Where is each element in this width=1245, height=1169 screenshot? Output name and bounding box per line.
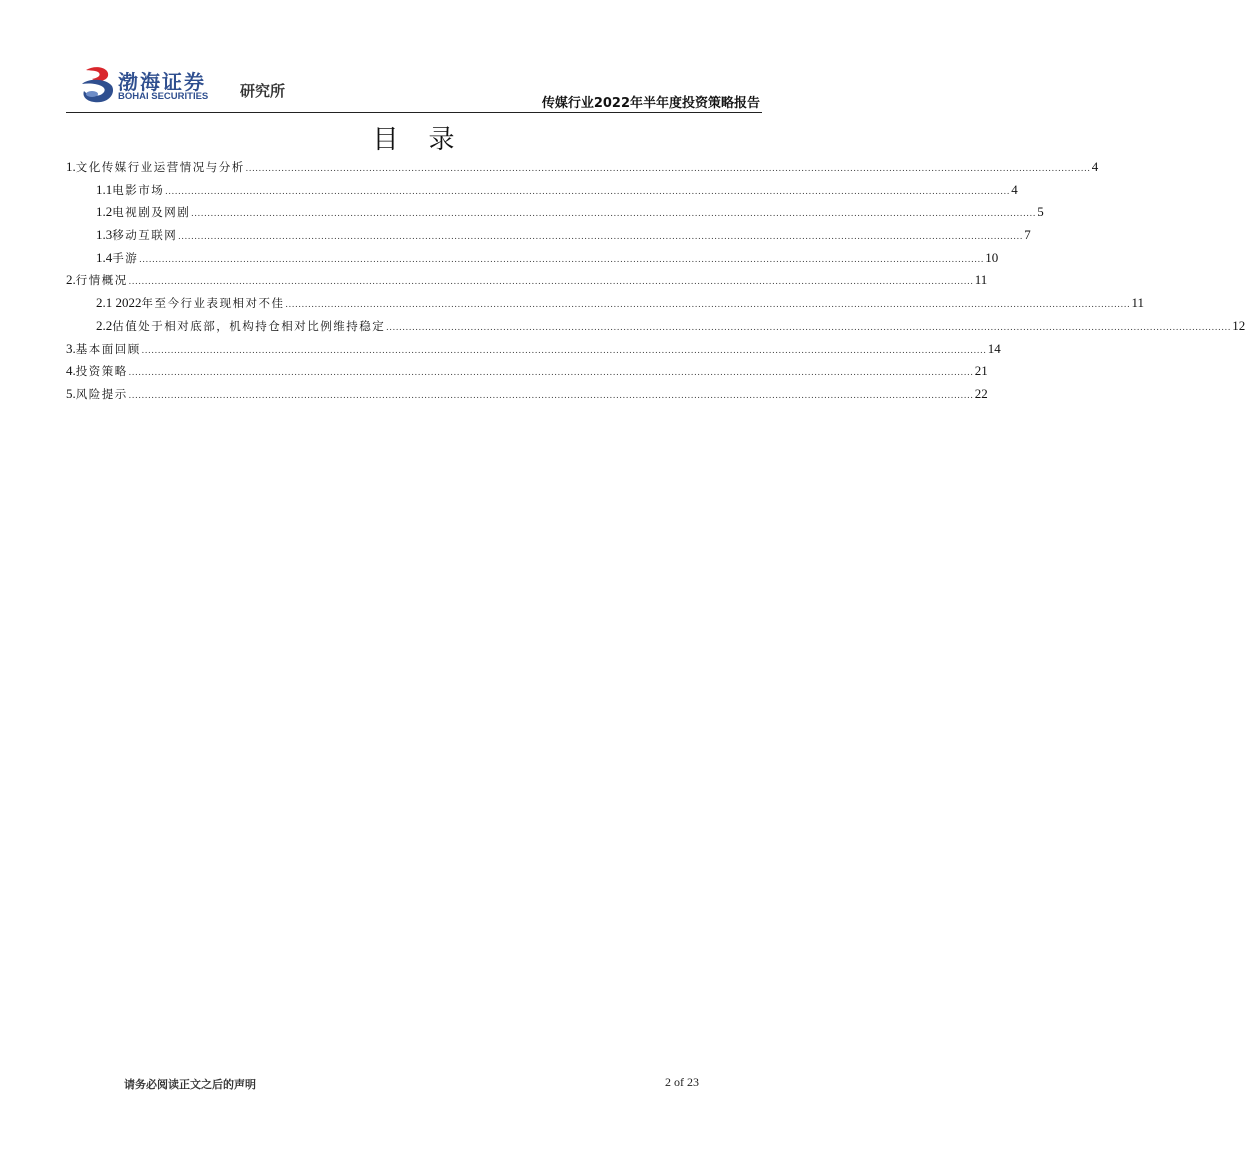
toc-entry-page: 11 <box>1131 295 1145 311</box>
toc-entry-number: 4. <box>66 363 76 379</box>
toc-entry-number: 5. <box>66 385 76 401</box>
toc-dot-leader: .................................................................................................................................................................................................................................................................... <box>285 299 1131 310</box>
toc-dot-leader: .................................................................................................................................................................................................................................................................... <box>139 253 985 264</box>
toc-entry-page: 12 <box>1232 317 1245 333</box>
toc-dot-leader: .................................................................................................................................................................................................................................................................... <box>128 389 974 400</box>
logo-name-cn: 渤海证券 <box>118 70 206 94</box>
toc-entry-label: 电视剧及网剧 <box>112 205 191 220</box>
toc-entry-number: 2. <box>66 272 76 288</box>
toc-dot-leader: .................................................................................................................................................................................................................................................................... <box>245 163 1091 173</box>
toc-entry-label: 电影市场 <box>112 182 165 197</box>
toc-dot-leader: .................................................................................................................................................................................................................................................................... <box>191 208 1037 219</box>
toc-entry-label: 估值处于相对底部，机构持仓相对比例维持稳定 <box>112 318 386 333</box>
toc-entry-number: 1.3 <box>96 227 113 243</box>
page-header <box>66 60 762 114</box>
toc-entry-number: 1.4 <box>96 249 113 265</box>
toc-entry-page: 4 <box>1011 181 1018 197</box>
toc-dot-leader: .................................................................................................................................................................................................................................................................... <box>386 321 1232 332</box>
toc-heading: 目录 <box>372 125 485 155</box>
toc-entry-page: 10 <box>985 249 999 265</box>
toc-dot-leader: .................................................................................................................................................................................................................................................................... <box>178 231 1024 242</box>
toc-dot-leader: .................................................................................................................................................................................................................................................................... <box>141 344 987 355</box>
toc-entry[interactable] <box>66 338 1001 361</box>
toc-entry-number: 1. <box>66 159 76 174</box>
toc-entry-page: 21 <box>974 363 988 379</box>
toc-entry-label: 年至今行业表现相对不佳 <box>141 296 285 311</box>
toc-entry[interactable] <box>66 292 1145 315</box>
toc-entry-label: 基本面回顾 <box>75 341 141 356</box>
toc-entry[interactable] <box>66 156 1099 179</box>
toc-entry[interactable] <box>66 360 988 383</box>
toc-entry[interactable] <box>66 383 988 406</box>
toc-entry[interactable] <box>66 179 1018 202</box>
page-indicator: 2 of 23 <box>665 1075 699 1089</box>
toc-entry-label: 移动互联网 <box>112 228 178 243</box>
toc-entry-number: 2.1 2022 <box>96 295 142 311</box>
toc-entry-label: 风险提示 <box>75 386 128 401</box>
toc-entry-page: 11 <box>974 272 988 288</box>
toc-entry[interactable] <box>66 247 999 270</box>
table-of-contents <box>66 156 1245 406</box>
toc-dot-leader: .................................................................................................................................................................................................................................................................... <box>128 367 974 378</box>
toc-entry-page: 7 <box>1024 227 1031 243</box>
toc-entry-label: 手游 <box>112 250 139 265</box>
toc-entry-label: 文化传媒行业运营情况与分析 <box>75 160 245 174</box>
toc-entry-number: 3. <box>66 340 76 356</box>
toc-dot-leader: .................................................................................................................................................................................................................................................................... <box>128 276 974 287</box>
toc-entry-page: 14 <box>987 340 1001 356</box>
toc-entry-number: 1.1 <box>96 181 113 197</box>
header-divider <box>66 112 762 113</box>
toc-entry-number: 2.2 <box>96 317 113 333</box>
toc-entry-page: 22 <box>974 385 988 401</box>
toc-entry[interactable] <box>66 315 1245 338</box>
bohai-logo-icon <box>78 64 120 106</box>
toc-entry[interactable] <box>66 224 1031 247</box>
logo-department: 研究所 <box>240 82 286 100</box>
footer-disclaimer: 请务必阅读正文之后的声明 <box>124 1078 256 1091</box>
report-title: 传媒行业2022年半年度投资策略报告 <box>541 96 760 111</box>
toc-entry[interactable] <box>66 269 988 292</box>
toc-entry-number: 1.2 <box>96 204 113 220</box>
toc-entry[interactable] <box>66 201 1044 224</box>
toc-entry-label: 投资策略 <box>75 364 128 379</box>
logo-name-en: BOHAI SECURITIES <box>118 91 209 102</box>
bohai-securities-logo <box>78 64 308 106</box>
toc-entry-page: 5 <box>1037 204 1044 220</box>
toc-entry-page: 4 <box>1091 159 1099 174</box>
toc-dot-leader: .................................................................................................................................................................................................................................................................... <box>165 185 1011 196</box>
toc-entry-label: 行情概况 <box>75 273 128 288</box>
